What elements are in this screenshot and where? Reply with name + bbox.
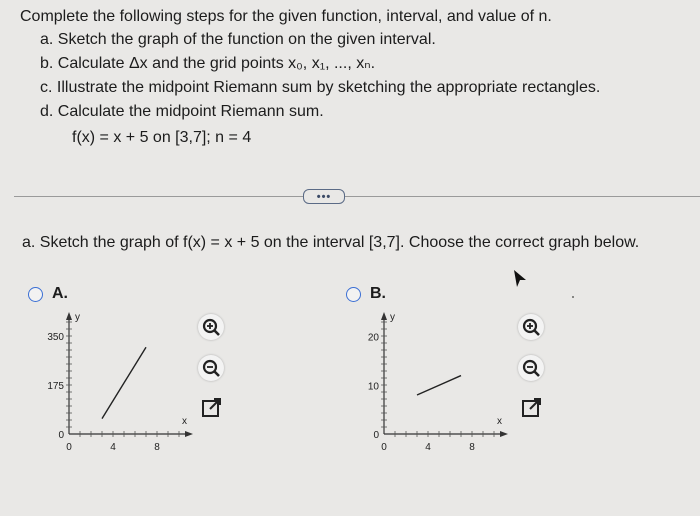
graph-b — [340, 310, 510, 460]
zoom-out-icon[interactable] — [198, 355, 224, 381]
graph-b-x-tick-label: 4 — [425, 442, 431, 453]
step-d: d. Calculate the midpoint Riemann sum. — [40, 103, 324, 120]
question-text: a. Sketch the graph of f(x) = x + 5 on the interval [3,7]. Choose the correct graph below. — [22, 234, 640, 251]
graph-b-y-tick-label: 0 — [373, 430, 379, 441]
option-b-radio[interactable] — [346, 287, 361, 302]
graph-a-y-arrow — [66, 312, 72, 320]
graph-b-y-label: y — [390, 312, 395, 323]
graph-a-y-label: y — [75, 312, 80, 323]
mouse-cursor-icon — [512, 268, 528, 290]
expand-more-button[interactable]: ••• — [303, 189, 345, 204]
graph-a-x-tick-label: 4 — [110, 442, 116, 453]
open-external-icon[interactable] — [200, 397, 224, 419]
graph-b-y-arrow — [381, 312, 387, 320]
zoom-out-icon[interactable] — [518, 355, 544, 381]
open-external-icon[interactable] — [520, 397, 544, 419]
step-b: b. Calculate Δx and the grid points x₀, x₁, ..., xₙ. — [40, 55, 376, 72]
graph-b-x-tick-label: 0 — [381, 442, 387, 453]
graph-a-x-label: x — [182, 416, 187, 427]
option-b[interactable] — [346, 285, 386, 303]
graph-b-x-label: x — [497, 416, 502, 427]
step-c: c. Illustrate the midpoint Riemann sum by sketching the appropriate rectangles. — [40, 79, 601, 96]
graph-a-series-line — [102, 347, 146, 418]
section-divider — [14, 196, 700, 197]
function-definition: f(x) = x + 5 on [3,7]; n = 4 — [72, 129, 252, 146]
graph-a-y-tick-label: 175 — [47, 381, 64, 392]
graph-b-x-tick-label: 8 — [469, 442, 475, 453]
graph-b-y-tick-label: 20 — [367, 332, 379, 344]
stray-dot — [572, 296, 574, 298]
graph-a-x-arrow — [185, 431, 193, 437]
step-a: a. Sketch the graph of the function on the given interval. — [40, 31, 436, 48]
graph-b-series-line — [417, 376, 461, 395]
graph-b-y-tick-label: 10 — [367, 381, 379, 393]
problem-statement — [20, 8, 690, 147]
graph-a — [25, 310, 195, 460]
option-a-label: A. — [52, 285, 68, 302]
graph-a-y-tick-label: 0 — [58, 430, 64, 441]
graph-b-x-arrow — [500, 431, 508, 437]
problem-intro: Complete the following steps for the given function, interval, and value of n. — [20, 8, 552, 25]
graph-a-x-tick-label: 8 — [154, 442, 160, 453]
zoom-in-icon[interactable] — [518, 314, 544, 340]
option-b-label: B. — [370, 285, 386, 302]
option-a[interactable] — [28, 285, 68, 303]
graph-a-x-tick-label: 0 — [66, 442, 72, 453]
zoom-in-icon[interactable] — [198, 314, 224, 340]
option-a-radio[interactable] — [28, 287, 43, 302]
graph-a-y-tick-label: 350 — [47, 332, 64, 343]
